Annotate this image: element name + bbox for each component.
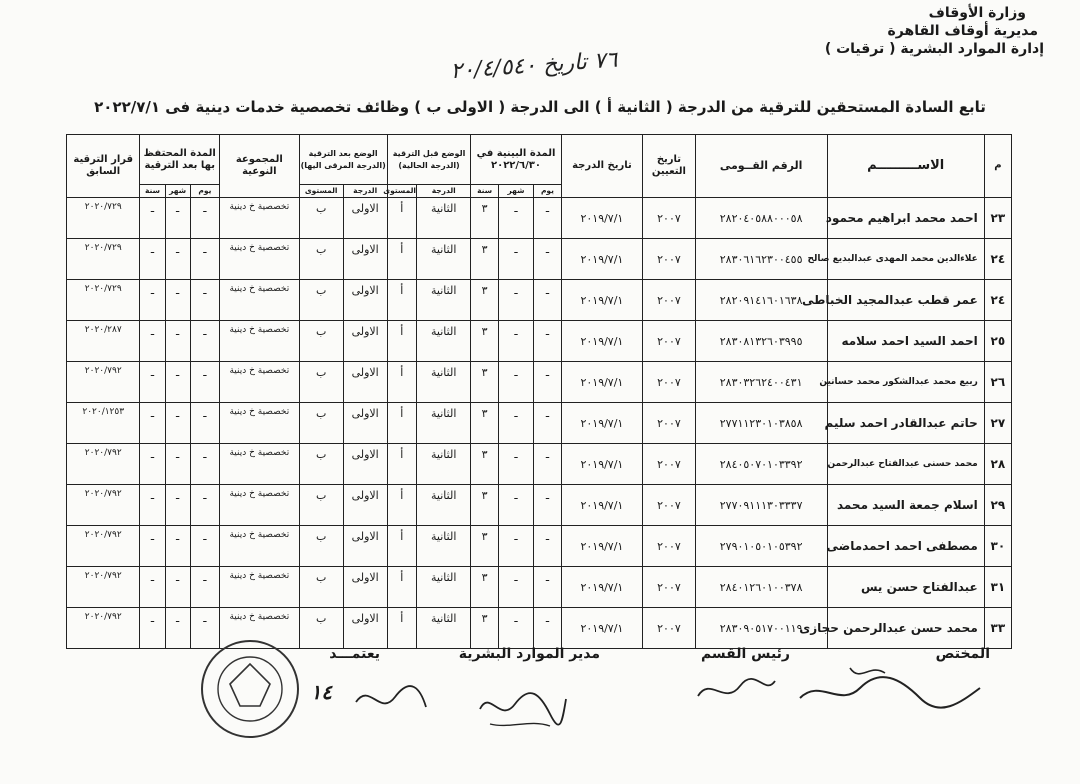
before-grade: الثانية	[416, 608, 470, 649]
retained-month: ـ	[165, 280, 190, 321]
after-level: ب	[299, 362, 343, 403]
section-head-signature	[690, 666, 780, 716]
retained-day: ـ	[190, 526, 219, 567]
retained-year: ـ	[140, 444, 165, 485]
interim-month: ـ	[498, 198, 534, 239]
retained-day: ـ	[190, 485, 219, 526]
retained-day: ـ	[190, 198, 219, 239]
section-head-label: رئيس القسم	[700, 646, 790, 662]
employee-name: محمد حسنى عبدالفتاح عبدالرحمن	[827, 444, 984, 485]
appointment-date: ٢٠٠٧	[643, 321, 695, 362]
retained-year: ـ	[140, 239, 165, 280]
previous-decision: ٢٠٢٠/٧٩٢	[67, 444, 140, 485]
group-name: تخصصية خ دينية	[220, 362, 300, 403]
header-previous-decision: قرار الترقية السابق	[67, 135, 140, 198]
hr-manager-label: مدير الموارد البشرية	[458, 646, 600, 662]
appointment-date: ٢٠٠٧	[643, 198, 695, 239]
header-grade-date: تاريخ الدرجة	[561, 135, 643, 198]
interim-year: ٣	[471, 444, 498, 485]
retained-year: ـ	[140, 567, 165, 608]
table-row	[67, 444, 1012, 485]
row-index: ٢٧	[984, 403, 1011, 444]
before-level: أ	[387, 239, 416, 280]
employee-name: مصطفى احمد احمدماضى	[827, 526, 984, 567]
national-id: ٢٨٢٠٩١٤١٦٠١٦٣٨	[695, 280, 827, 321]
appointment-date: ٢٠٠٧	[643, 362, 695, 403]
after-grade: الاولى	[343, 239, 387, 280]
grade-date: ٢٠١٩/٧/١	[561, 403, 643, 444]
hr-manager-signature	[470, 674, 570, 734]
handwritten-reference: ٧٦ تاريخ ٢٠/٤/٥٤٠	[449, 47, 619, 85]
retained-month: ـ	[165, 239, 190, 280]
before-grade: الثانية	[416, 362, 470, 403]
directorate-name: مديرية أوقاف القاهرة	[887, 23, 1038, 39]
retained-month: ـ	[165, 403, 190, 444]
national-id: ٢٨٤٠٥٠٧٠١٠٣٣٩٢	[695, 444, 827, 485]
header-day: يوم	[534, 185, 561, 198]
after-grade: الاولى	[343, 485, 387, 526]
retained-year: ـ	[140, 485, 165, 526]
grade-date: ٢٠١٩/٧/١	[561, 280, 643, 321]
appointment-date: ٢٠٠٧	[643, 526, 695, 567]
retained-month: ـ	[165, 198, 190, 239]
interim-year: ٣	[471, 362, 498, 403]
group-name: تخصصية خ دينية	[220, 567, 300, 608]
row-index: ٢٩	[984, 485, 1011, 526]
after-grade: الاولى	[343, 403, 387, 444]
grade-date: ٢٠١٩/٧/١	[561, 526, 643, 567]
interim-day: ـ	[534, 485, 561, 526]
before-level: أ	[387, 198, 416, 239]
header-retained-day: يوم	[190, 185, 219, 198]
row-index: ٢٥	[984, 321, 1011, 362]
before-level: أ	[387, 485, 416, 526]
retained-year: ـ	[140, 526, 165, 567]
specialist-label: المختص	[935, 646, 990, 662]
table-body	[67, 198, 1012, 649]
retained-month: ـ	[165, 485, 190, 526]
promotion-table	[66, 134, 1012, 649]
after-grade: الاولى	[343, 321, 387, 362]
group-name: تخصصية خ دينية	[220, 198, 300, 239]
after-grade: الاولى	[343, 526, 387, 567]
promotion-table-wrapper	[66, 134, 1012, 649]
national-id: ٢٧٧٠٩١١١٣٠٣٣٣٧	[695, 485, 827, 526]
national-id: ٢٨٣٠٣٢٦٢٤٠٠٤٣١	[695, 362, 827, 403]
header-retained-month: شهر	[165, 185, 190, 198]
employee-name: احمد محمد ابراهيم محمود	[827, 198, 984, 239]
group-name: تخصصية خ دينية	[220, 321, 300, 362]
approver-signature	[350, 672, 430, 722]
official-stamp	[190, 634, 310, 744]
before-grade: الثانية	[416, 239, 470, 280]
header-year: سنة	[471, 185, 498, 198]
previous-decision: ٢٠٢٠/٧٢٩	[67, 239, 140, 280]
grade-date: ٢٠١٩/٧/١	[561, 608, 643, 649]
retained-month: ـ	[165, 526, 190, 567]
header-interim-period: المدة البينية في ٢٠٢٢/٦/٣٠	[471, 135, 561, 185]
header-before-grade: الدرجة	[416, 185, 470, 198]
employee-name: احمد السيد احمد سلامه	[827, 321, 984, 362]
header-name: الاســـــــــم	[827, 135, 984, 198]
row-index: ٣١	[984, 567, 1011, 608]
row-index: ٢٦	[984, 362, 1011, 403]
grade-date: ٢٠١٩/٧/١	[561, 362, 643, 403]
after-level: ب	[299, 239, 343, 280]
previous-decision: ٢٠٢٠/٧٢٩	[67, 280, 140, 321]
national-id: ٢٨٢٠٤٠٥٨٨٠٠٠٥٨	[695, 198, 827, 239]
retained-month: ـ	[165, 608, 190, 649]
after-level: ب	[299, 321, 343, 362]
row-index: ٣٣	[984, 608, 1011, 649]
retained-day: ـ	[190, 608, 219, 649]
before-grade: الثانية	[416, 280, 470, 321]
interim-year: ٣	[471, 485, 498, 526]
header-national-id: الرقم القــومى	[695, 135, 827, 198]
row-index: ٢٣	[984, 198, 1011, 239]
header-month: شهر	[498, 185, 534, 198]
after-level: ب	[299, 444, 343, 485]
retained-day: ـ	[190, 444, 219, 485]
after-level: ب	[299, 485, 343, 526]
table-row	[67, 567, 1012, 608]
appointment-date: ٢٠٠٧	[643, 239, 695, 280]
retained-year: ـ	[140, 280, 165, 321]
department-name: إدارة الموارد البشرية ( ترقيات )	[824, 41, 1044, 57]
group-name: تخصصية خ دينية	[220, 280, 300, 321]
employee-name: علاءالدين محمد المهدى عبدالبديع صالح	[827, 239, 984, 280]
retained-day: ـ	[190, 321, 219, 362]
employee-name: عمر قطب عبدالمجيد الخباطى	[827, 280, 984, 321]
employee-name: اسلام جمعة السيد محمد	[827, 485, 984, 526]
interim-day: ـ	[534, 362, 561, 403]
interim-month: ـ	[498, 567, 534, 608]
interim-day: ـ	[534, 608, 561, 649]
retained-day: ـ	[190, 239, 219, 280]
after-level: ب	[299, 526, 343, 567]
header-before-promotion: الوضع قبل الترقية (الدرجة الحالية)	[387, 135, 471, 185]
document-title: تابع السادة المستحقين للترقية من الدرجة ( الثانية أ ) الى الدرجة ( الاولى ب ) وظائف تخصصية خدمات دينية فى ٢٠٢٢/٧/١	[94, 98, 986, 116]
previous-decision: ٢٠٢٠/٧٩٢	[67, 608, 140, 649]
appointment-date: ٢٠٠٧	[643, 444, 695, 485]
retained-month: ـ	[165, 362, 190, 403]
grade-date: ٢٠١٩/٧/١	[561, 321, 643, 362]
previous-decision: ٢٠٢٠/٧٢٩	[67, 198, 140, 239]
retained-month: ـ	[165, 321, 190, 362]
interim-month: ـ	[498, 403, 534, 444]
appointment-date: ٢٠٠٧	[643, 403, 695, 444]
retained-day: ـ	[190, 567, 219, 608]
before-level: أ	[387, 403, 416, 444]
before-level: أ	[387, 280, 416, 321]
previous-decision: ٢٠٢٠/٧٩٢	[67, 485, 140, 526]
row-index: ٢٤	[984, 239, 1011, 280]
retained-day: ـ	[190, 280, 219, 321]
after-grade: الاولى	[343, 198, 387, 239]
interim-year: ٣	[471, 403, 498, 444]
header-index: م	[984, 135, 1011, 198]
group-name: تخصصية خ دينية	[220, 444, 300, 485]
national-id: ٢٨٤٠١٢٦٠١٠٠٣٧٨	[695, 567, 827, 608]
table-row	[67, 280, 1012, 321]
document-header	[825, 4, 1044, 58]
before-level: أ	[387, 526, 416, 567]
national-id: ٢٧٩٠١٠٥٠١٠٥٣٩٢	[695, 526, 827, 567]
signatures-area	[0, 644, 1080, 784]
grade-date: ٢٠١٩/٧/١	[561, 485, 643, 526]
table-row	[67, 198, 1012, 239]
row-index: ٣٠	[984, 526, 1011, 567]
interim-year: ٣	[471, 239, 498, 280]
header-after-promotion: الوضع بعد الترقية (الدرجة المرقى اليها)	[299, 135, 387, 185]
after-level: ب	[299, 567, 343, 608]
grade-date: ٢٠١٩/٧/١	[561, 444, 643, 485]
employee-name: محمد حسن عبدالرحمن حجازى	[827, 608, 984, 649]
before-grade: الثانية	[416, 485, 470, 526]
after-grade: الاولى	[343, 362, 387, 403]
before-grade: الثانية	[416, 526, 470, 567]
appointment-date: ٢٠٠٧	[643, 485, 695, 526]
interim-month: ـ	[498, 280, 534, 321]
before-grade: الثانية	[416, 567, 470, 608]
header-retained-period: المدة المحتفظ بها بعد الترقية	[140, 135, 220, 185]
row-index: ٢٨	[984, 444, 1011, 485]
national-id: ٢٨٣٠٨١٣٢٦٠٣٩٩٥	[695, 321, 827, 362]
header-group: المجموعة النوعية	[220, 135, 300, 198]
group-name: تخصصية خ دينية	[220, 239, 300, 280]
retained-month: ـ	[165, 567, 190, 608]
employee-name: ربيع محمد عبدالشكور محمد حسانين	[827, 362, 984, 403]
group-name: تخصصية خ دينية	[220, 608, 300, 649]
table-row	[67, 239, 1012, 280]
before-level: أ	[387, 444, 416, 485]
interim-month: ـ	[498, 526, 534, 567]
previous-decision: ٢٠٢٠/١٢٥٣	[67, 403, 140, 444]
interim-day: ـ	[534, 567, 561, 608]
group-name: تخصصية خ دينية	[220, 403, 300, 444]
after-level: ب	[299, 280, 343, 321]
previous-decision: ٢٠٢٠/٧٩٢	[67, 362, 140, 403]
previous-decision: ٢٠٢٠/٢٨٧	[67, 321, 140, 362]
appointment-date: ٢٠٠٧	[643, 567, 695, 608]
before-grade: الثانية	[416, 321, 470, 362]
header-after-level: المستوى	[299, 185, 343, 198]
header-after-grade: الدرجة	[343, 185, 387, 198]
after-level: ب	[299, 198, 343, 239]
employee-name: عبدالفتاح حسن يس	[827, 567, 984, 608]
retained-month: ـ	[165, 444, 190, 485]
group-name: تخصصية خ دينية	[220, 485, 300, 526]
interim-day: ـ	[534, 526, 561, 567]
after-grade: الاولى	[343, 280, 387, 321]
previous-decision: ٢٠٢٠/٧٩٢	[67, 526, 140, 567]
after-grade: الاولى	[343, 444, 387, 485]
after-level: ب	[299, 403, 343, 444]
table-row	[67, 362, 1012, 403]
table-row	[67, 526, 1012, 567]
table-row	[67, 403, 1012, 444]
retained-year: ـ	[140, 403, 165, 444]
interim-day: ـ	[534, 280, 561, 321]
retained-year: ـ	[140, 198, 165, 239]
header-retained-year: سنة	[140, 185, 165, 198]
grade-date: ٢٠١٩/٧/١	[561, 198, 643, 239]
table-row	[67, 485, 1012, 526]
national-id: ٢٧٧١١٢٣٠١٠٣٨٥٨	[695, 403, 827, 444]
retained-year: ـ	[140, 362, 165, 403]
appointment-date: ٢٠٠٧	[643, 608, 695, 649]
national-id: ٢٨٣٠٦١٦٢٣٠٠٤٥٥	[695, 239, 827, 280]
interim-day: ـ	[534, 403, 561, 444]
grade-date: ٢٠١٩/٧/١	[561, 567, 643, 608]
interim-year: ٣	[471, 567, 498, 608]
previous-decision: ٢٠٢٠/٧٩٢	[67, 567, 140, 608]
after-grade: الاولى	[343, 567, 387, 608]
grade-date: ٢٠١٩/٧/١	[561, 239, 643, 280]
header-before-level: المستوى	[387, 185, 416, 198]
before-level: أ	[387, 321, 416, 362]
row-index: ٢٤	[984, 280, 1011, 321]
appointment-date: ٢٠٠٧	[643, 280, 695, 321]
interim-month: ـ	[498, 239, 534, 280]
employee-name: حاتم عبدالقادر احمد سليم	[827, 403, 984, 444]
interim-day: ـ	[534, 444, 561, 485]
interim-month: ـ	[498, 608, 534, 649]
specialist-signature	[790, 658, 990, 718]
before-level: أ	[387, 608, 416, 649]
before-level: أ	[387, 362, 416, 403]
retained-day: ـ	[190, 403, 219, 444]
interim-day: ـ	[534, 198, 561, 239]
after-level: ب	[299, 608, 343, 649]
approved-label: يعتمـــد	[329, 646, 380, 662]
before-grade: الثانية	[416, 198, 470, 239]
after-grade: الاولى	[343, 608, 387, 649]
before-level: أ	[387, 567, 416, 608]
retained-year: ـ	[140, 608, 165, 649]
approved-date: ١٤	[310, 680, 332, 704]
interim-year: ٣	[471, 198, 498, 239]
national-id: ٢٨٣٠٩٠٥١٧٠٠١١٩	[695, 608, 827, 649]
header-appointment-date: تاريخ التعيين	[643, 135, 695, 198]
interim-month: ـ	[498, 444, 534, 485]
interim-year: ٣	[471, 280, 498, 321]
group-name: تخصصية خ دينية	[220, 526, 300, 567]
interim-year: ٣	[471, 526, 498, 567]
interim-day: ـ	[534, 239, 561, 280]
interim-month: ـ	[498, 321, 534, 362]
table-row	[67, 321, 1012, 362]
interim-day: ـ	[534, 321, 561, 362]
retained-year: ـ	[140, 321, 165, 362]
before-grade: الثانية	[416, 403, 470, 444]
interim-year: ٣	[471, 321, 498, 362]
interim-month: ـ	[498, 362, 534, 403]
retained-day: ـ	[190, 362, 219, 403]
interim-month: ـ	[498, 485, 534, 526]
ministry-name: وزارة الأوقاف	[928, 5, 1026, 21]
before-grade: الثانية	[416, 444, 470, 485]
interim-year: ٣	[471, 608, 498, 649]
